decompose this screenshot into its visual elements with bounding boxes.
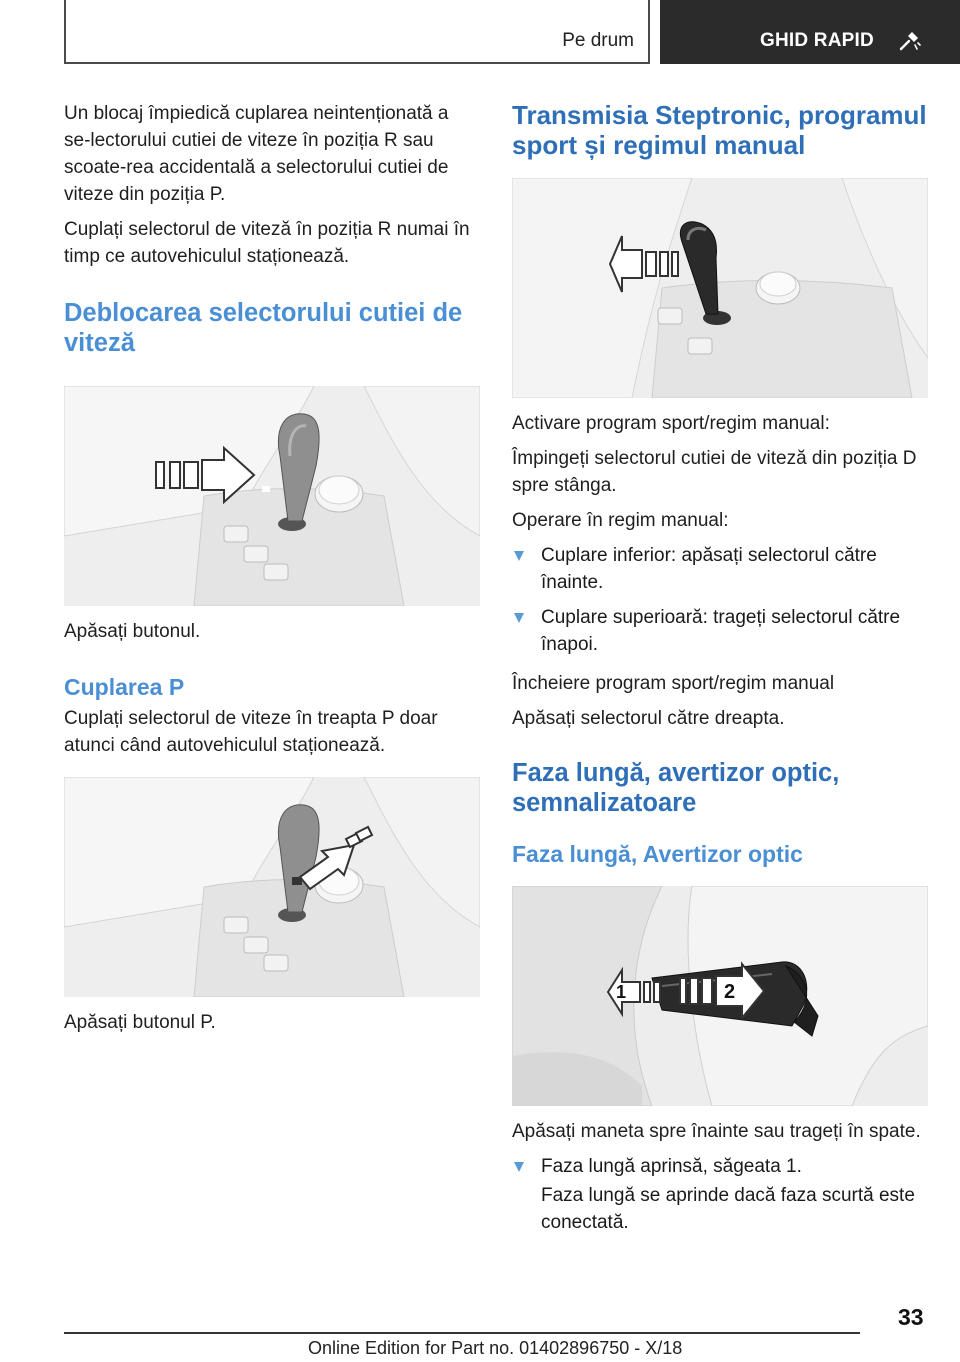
- activate-paragraph: Activare program sport/regim manual:: [512, 413, 830, 434]
- manual-bullet-list: [512, 542, 928, 658]
- quick-guide-label: GHID RAPID: [760, 30, 874, 51]
- list-item: Cuplare superioară: trageți selectorul către înapoi.: [512, 604, 928, 658]
- gear-selector-park-illustration: [64, 777, 480, 997]
- unlock-heading: Deblocarea selectorului cutiei de viteză: [64, 299, 463, 357]
- lights-heading: Faza lungă, avertizor optic, semnalizatoare: [512, 759, 840, 817]
- end-paragraph: Încheiere program sport/regim manual: [512, 673, 835, 694]
- park-caption: Apăsați butonul P.: [64, 1012, 216, 1033]
- interlock-paragraph: Un blocaj împiedică cuplarea neintenționată a se-lectorului cutiei de viteze în poziția R sau scoate-rea accidentală a selectorului cutiei de viteze din poziția P.: [64, 103, 449, 205]
- park-figure: [64, 777, 480, 997]
- right-column: [512, 100, 928, 1236]
- header-quick-guide-tab[interactable]: [660, 0, 960, 64]
- page-number: 33: [898, 1304, 924, 1330]
- arrow-label-1: 1: [616, 982, 627, 1002]
- lever-figure: [512, 886, 928, 1106]
- manual-paragraph: Operare în regim manual:: [512, 510, 729, 531]
- left-column: [64, 100, 480, 1044]
- highbeam-heading: Faza lungă, Avertizor optic: [512, 841, 803, 867]
- gear-selector-sport-illustration: [512, 178, 928, 398]
- list-item: Faza lungă aprinsă, săgeata 1.: [512, 1153, 928, 1180]
- unlock-figure: [64, 386, 480, 606]
- footer-divider: [64, 1332, 860, 1334]
- triangle-bullet-icon: [514, 551, 524, 561]
- highbeam-bullet-list: [512, 1153, 928, 1180]
- steptronic-heading: Transmisia Steptronic, programul sport și regimul manual: [512, 100, 927, 160]
- turn-signal-lever-illustration: [512, 886, 928, 1106]
- end-paragraph-2: Apăsați selectorul către dreapta.: [512, 708, 785, 729]
- park-heading: Cuplarea P: [64, 674, 185, 700]
- unlock-caption: Apăsați butonul.: [64, 621, 201, 642]
- gear-selector-unlock-illustration: [64, 386, 480, 606]
- reverse-paragraph: Cuplați selectorul de viteză în poziția R numai în timp ce autovehiculul staționează.: [64, 219, 470, 267]
- triangle-bullet-icon: [514, 1162, 524, 1172]
- steptronic-figure: [512, 178, 928, 398]
- header-section-title: Pe drum: [562, 30, 634, 51]
- push-paragraph: Împingeți selectorul cutiei de viteză din poziția D spre stânga.: [512, 448, 917, 496]
- park-paragraph: Cuplați selectorul de viteze în treapta P doar atunci când autovehiculul staționează.: [64, 708, 438, 756]
- highbeam-note: Faza lungă se aprinde dacă faza scurtă este conectată.: [541, 1185, 915, 1233]
- wrench-quick-icon: [898, 28, 922, 52]
- footer-edition: Online Edition for Part no. 01402896750 - X/18: [308, 1338, 683, 1358]
- triangle-bullet-icon: [514, 613, 524, 623]
- header-section-box: [64, 0, 650, 64]
- lever-paragraph: Apăsați maneta spre înainte sau trageți în spate.: [512, 1121, 921, 1142]
- arrow-label-2: 2: [724, 981, 736, 1003]
- list-item: Cuplare inferior: apăsați selectorul către înainte.: [512, 542, 928, 596]
